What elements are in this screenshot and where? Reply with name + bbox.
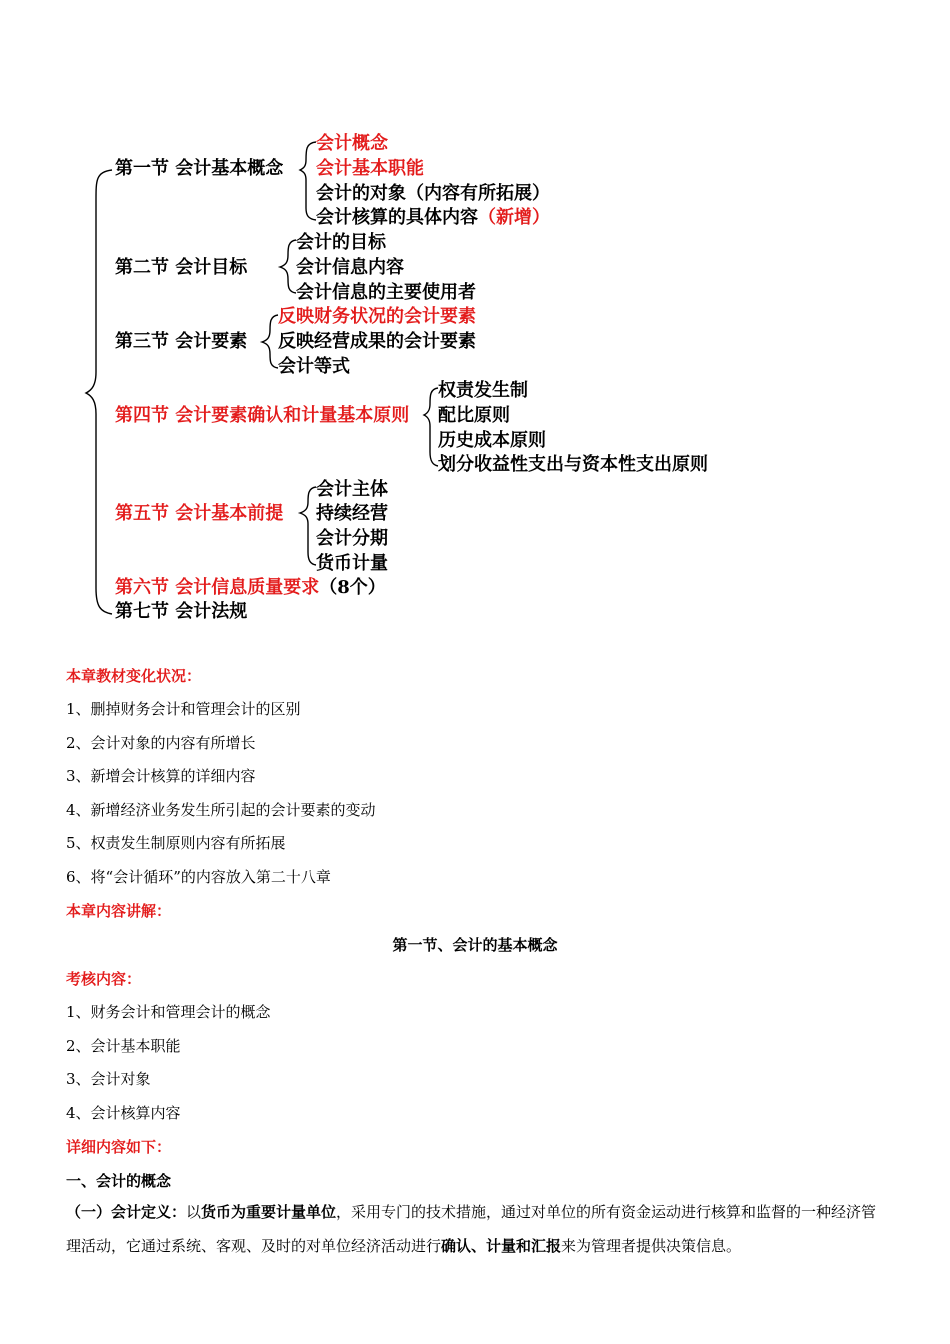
section-6-title: 第六节 会计信息质量要求: [115, 577, 320, 598]
section-5-item-2: 持续经营: [316, 503, 388, 524]
definition-paragraph: [66, 1195, 886, 1263]
details-heading: 详细内容如下：: [66, 1138, 172, 1156]
brace-section-2: [280, 240, 296, 293]
section-1-item-2: 会计基本职能: [316, 158, 424, 179]
section-2-item-2: 会计信息内容: [296, 257, 404, 278]
content-heading: 本章内容讲解：: [66, 902, 172, 920]
assessment-item-4: 4、会计核算内容: [66, 1104, 181, 1122]
definition-emphasis-1: 货币为重要计量单位: [201, 1203, 337, 1221]
section-1-label: 第一节 会计基本概念: [115, 158, 284, 179]
changes-item-3: 3、新增会计核算的详细内容: [66, 767, 256, 785]
changes-item-2: 2、会计对象的内容有所增长: [66, 734, 256, 752]
section-7-label: 第七节 会计法规: [115, 601, 248, 622]
assessment-heading: 考核内容：: [66, 970, 142, 988]
section-2-label: 第二节 会计目标: [115, 257, 248, 278]
section-title: 第一节、会计的基本概念: [392, 936, 558, 954]
main-brace: [86, 170, 112, 614]
assessment-item-2: 2、会计基本职能: [66, 1037, 181, 1055]
changes-item-1: 1、删掉财务会计和管理会计的区别: [66, 700, 301, 718]
definition-label: （一）会计定义：: [66, 1203, 187, 1221]
brace-section-3: [262, 315, 278, 368]
definition-text-2: ，采用专门的技术措施，通过对单位的所有资金运动进行核算和监督的一种经济管理活动，它通过系统、客观、及时的对单位经济活动进行: [66, 1203, 877, 1255]
section-2-item-3: 会计信息的主要使用者: [296, 282, 476, 303]
section-1-item-4-text: 会计核算的具体内容: [316, 207, 478, 228]
section-1-item-3: 会计的对象（内容有所拓展）: [316, 183, 550, 204]
section-3-item-1: 反映财务状况的会计要素: [278, 306, 476, 327]
section-4-item-1: 权责发生制: [438, 380, 528, 401]
section-6-count: （8个）: [319, 577, 386, 598]
brace-section-1: [300, 142, 316, 220]
section-3-item-3: 会计等式: [278, 356, 350, 377]
section-5-label: 第五节 会计基本前提: [115, 503, 284, 524]
section-5-item-3: 会计分期: [316, 528, 388, 549]
section-3-label: 第三节 会计要素: [115, 331, 248, 352]
section-1-item-1: 会计概念: [316, 133, 388, 154]
changes-item-6: 6、将“会计循环”的内容放入第二十八章: [66, 868, 331, 886]
assessment-item-3: 3、会计对象: [66, 1070, 151, 1088]
section-4-item-4: 划分收益性支出与资本性支出原则: [438, 454, 708, 475]
definition-text-1: 以: [186, 1203, 202, 1221]
assessment-item-1: 1、财务会计和管理会计的概念: [66, 1003, 271, 1021]
definition-text-3: 来为管理者提供决策信息。: [561, 1237, 742, 1255]
changes-heading: 本章教材变化状况：: [66, 667, 202, 685]
section-2-item-1: 会计的目标: [296, 232, 386, 253]
changes-item-5: 5、权责发生制原则内容有所拓展: [66, 834, 286, 852]
brace-section-5: [300, 487, 316, 565]
changes-item-4: 4、新增经济业务发生所引起的会计要素的变动: [66, 801, 376, 819]
section-6-label: [115, 576, 386, 600]
section-5-item-4: 货币计量: [316, 553, 388, 574]
section-4-item-3: 历史成本原则: [438, 430, 546, 451]
definition-emphasis-2: 确认、计量和汇报: [441, 1237, 562, 1255]
section-3-item-2: 反映经营成果的会计要素: [278, 331, 476, 352]
subheading: 一、会计的概念: [66, 1172, 172, 1190]
section-4-label: 第四节 会计要素确认和计量基本原则: [115, 405, 410, 426]
section-4-item-2: 配比原则: [438, 405, 510, 426]
brace-section-4: [424, 388, 438, 466]
section-1-item-4: [316, 206, 550, 230]
new-tag: （新增）: [478, 207, 550, 228]
section-5-item-1: 会计主体: [316, 479, 388, 500]
